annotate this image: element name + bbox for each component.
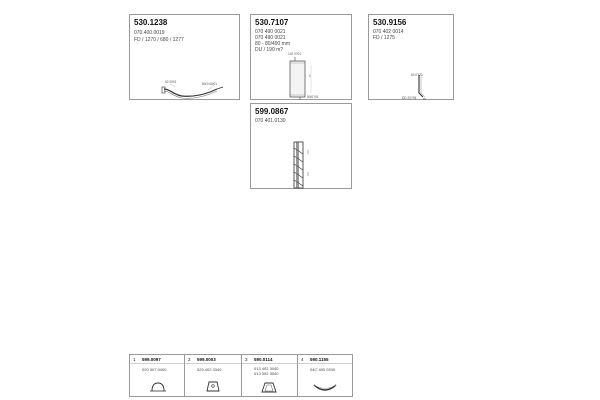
dimension-label: 118 0?01 xyxy=(288,52,302,56)
part-number: 530.9156 xyxy=(373,18,407,27)
accessory-parts-strip xyxy=(129,354,353,397)
dimension-line: 80 - 80/490 mm xyxy=(255,41,291,47)
oem-number: 070.400.0019 xyxy=(134,30,165,36)
mounting-bracket-drawing xyxy=(251,104,353,190)
dimension-label: 60 0?70 xyxy=(411,73,423,77)
silencer-drawing xyxy=(251,15,353,101)
oem-number: 013 392 3040 xyxy=(254,371,279,376)
part-number: 530.1238 xyxy=(134,18,168,27)
accessory-cell xyxy=(242,355,298,396)
fitment-line: FD / 1275 xyxy=(373,35,395,41)
fitment-line: FD / 1270 / 680 / 1277 xyxy=(134,37,184,43)
dimension-label: 62 0901 xyxy=(165,80,177,84)
part-number: 599.0867 xyxy=(255,107,289,116)
dimension-label: 80/1/40/01 xyxy=(202,82,218,86)
exhaust-pipe-drawing xyxy=(130,15,241,101)
bracket-icon xyxy=(185,355,242,396)
fitment-line: DU / 190 m? xyxy=(255,47,284,53)
dimension-label: 1 xyxy=(309,74,311,78)
dimension-label: 80/0?01 xyxy=(307,95,319,99)
part-number: 599.0097 xyxy=(142,357,161,362)
oem-number: 020 307 0400 xyxy=(142,367,167,372)
part-number: 590.1155 xyxy=(310,357,329,362)
part-number: 590.0114 xyxy=(254,357,273,362)
part-number: 599.0003 xyxy=(197,357,216,362)
item-index: 1 xyxy=(133,357,136,362)
oem-number: 070 490 0021 xyxy=(255,35,286,41)
item-index: 2 xyxy=(188,357,191,362)
oem-number: 070 401.0130 xyxy=(255,118,286,124)
accessory-cell xyxy=(185,355,242,396)
gasket-icon xyxy=(242,355,298,396)
accessory-cell xyxy=(298,355,352,396)
part-card-599-0867 xyxy=(250,103,352,189)
item-index: 4 xyxy=(301,357,304,362)
accessory-cell xyxy=(130,355,185,396)
oem-number: 013 402 3040 xyxy=(254,366,279,371)
part-number: 530.7107 xyxy=(255,18,289,27)
part-card-530-9156 xyxy=(368,14,454,100)
dimension-label: DD 20?94 xyxy=(402,96,417,100)
oem-number: 04C 490 0340 xyxy=(310,367,336,372)
u-bolt-icon xyxy=(298,355,352,396)
clamp-icon xyxy=(130,355,185,396)
part-card-530-1238 xyxy=(129,14,240,100)
oem-number: 070 402 0014 xyxy=(373,29,404,35)
part-card-530-7107 xyxy=(250,14,352,100)
oem-number: 029 402 0340 xyxy=(197,367,222,372)
tail-pipe-drawing xyxy=(369,15,455,101)
oem-number: 070 490 0021 xyxy=(255,29,286,35)
item-index: 3 xyxy=(245,357,248,362)
